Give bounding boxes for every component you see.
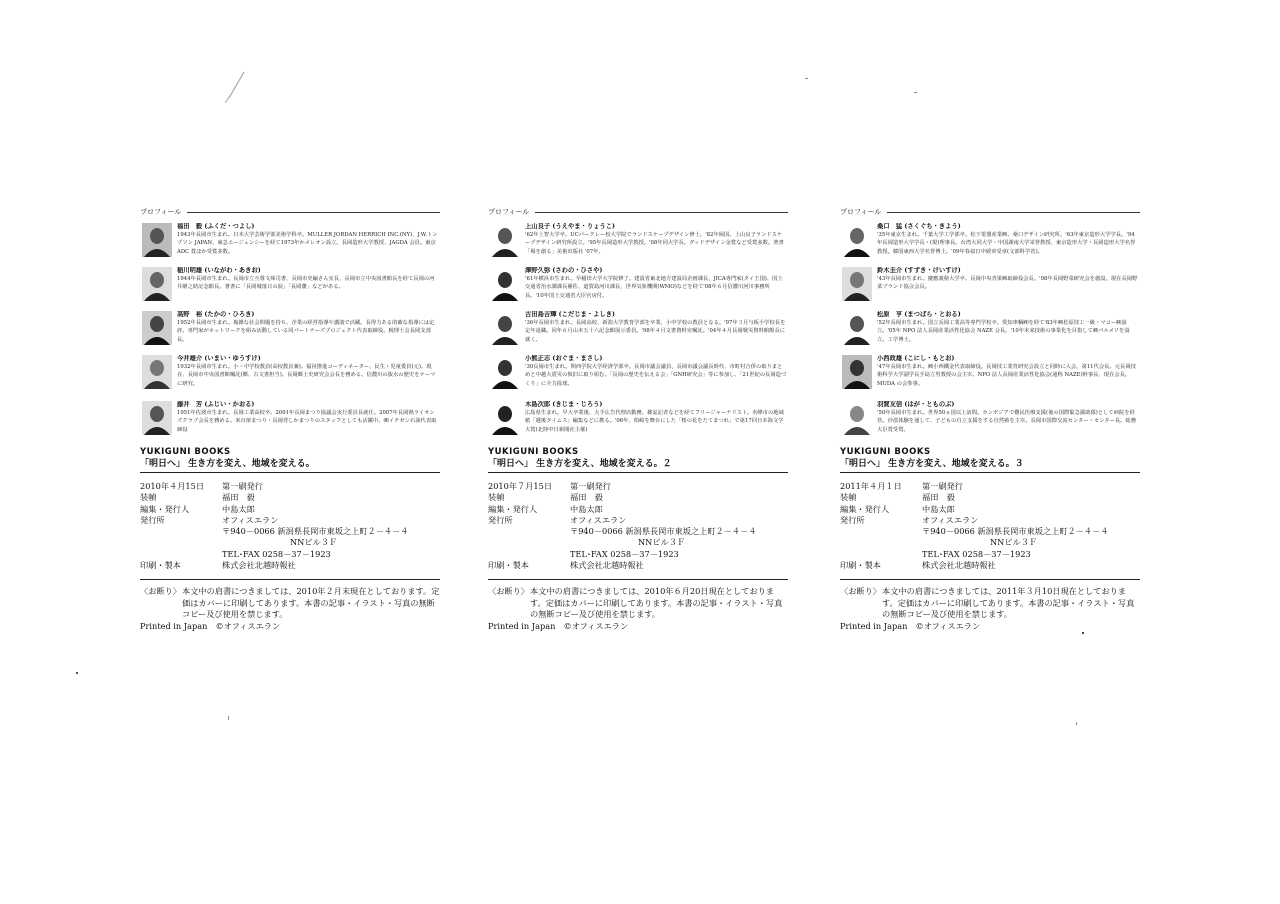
- divider: [535, 212, 788, 213]
- portrait-photo: [490, 223, 520, 257]
- notice-text: 本文中の肩書につきましては、2010年２月末現在としております。定価はカバーに印刷してあります。本書の記事・イラスト・写真の無断コピー及び使用を禁じます。: [182, 586, 440, 620]
- profile-name: 高野 裕 (たかの・ひろき): [177, 311, 255, 318]
- profile-name: 藤井 芳 (ふじい・かおる): [177, 401, 255, 408]
- publisher-tel: TEL･FAX 0258－37－1923: [570, 548, 679, 559]
- scan-mark: [914, 92, 917, 93]
- profile-bio: 1952年長岡市生まれ。複雑な社会問題を持ち、企業の経営指導や講演で活躍。長得力ある的確な指導には定評。専門家がネットワークを組み活動している同パートナーズプロジェクト代表取締役。税理士会長岡支部長。: [177, 320, 435, 343]
- publisher-label: 発行所: [140, 514, 165, 525]
- profile-header: [140, 205, 440, 219]
- editor-label: 編集・発行人: [488, 503, 538, 514]
- divider: [488, 571, 788, 580]
- notice-text: 本文中の肩書につきましては、2010年６月20日現在としております。定価はカバーに印刷してあります。本書の記事・イラスト・写真の無断コピー及び使用を禁じます。: [530, 586, 783, 620]
- printer-value: 株式会社北越時報社: [922, 560, 996, 571]
- colophon: [840, 481, 1140, 571]
- divider: [140, 571, 440, 580]
- binding-label: 装幀: [840, 492, 857, 503]
- printed-in-japan: Printed in Japan ©オフィスエラン: [140, 620, 281, 631]
- profile-bio: 1944年長岡市生まれ。長岡市立互尊文庫司書、長岡市史編さん室長、長岡市立中央図書館長を経て長岡の河井継之助記念館長。著書に「長岡城落日の涙」「長岡藩」などがある。: [177, 276, 435, 291]
- scan-mark: [76, 672, 78, 674]
- publication-date: 2011年４月１日: [840, 481, 902, 491]
- printer-label: 印刷・製本: [840, 560, 881, 571]
- binding-label: 装幀: [140, 492, 157, 503]
- notice: [140, 586, 440, 621]
- colophon: [140, 481, 440, 571]
- portrait-photo: [142, 355, 172, 389]
- profile-name: 上山良子 (うえやま・りょうこ): [525, 223, 616, 230]
- printer-label: 印刷・製本: [140, 560, 181, 571]
- portrait-photo: [142, 311, 172, 345]
- portrait-photo: [842, 311, 872, 345]
- book-title: 「明日へ」 生き方を変え、地域を変える。２: [488, 458, 788, 473]
- divider: [887, 212, 1140, 213]
- profile-bio: '30長岡市生まれ。関西学院大学経済学部卒。長岡市議会議員、長岡市議会議長時代、市町村合併の取りまとめと中越大震災の復旧に取り組む。「長岡の歴史を伝える会」「GNH研究会」等に参加し、「21世紀の長岡造づくり」に全力投球。: [525, 364, 787, 387]
- profile-bio: 1932年長岡市生まれ。小・中学校教員(高校教員兼)。福祉推進コーディネーター、民生・児童委員(元)。現在、長岡市中央図書館嘱託(郷、古文書担当)。長岡郷土史研究会会長を務める。信濃川の抜水の歴史をテーマに研究。: [177, 364, 436, 387]
- profile-bio: 1943年長岡市生まれ。日本大学芸術学部美術学科卒。MULLER JORDAN HERRICH INC.(NY)、J.W.トンプソン JAPAN、東急エージェンシーを経て1973年かメレオン設立。長岡造形大学教授、JAGDA 会員。東京 ADC 賞ほか受賞多数。: [177, 232, 438, 255]
- imprint-brand: YUKIGUNI BOOKS: [840, 447, 931, 457]
- colophon: [488, 481, 788, 571]
- profile-bio: '62年上智大学卒。UCバークレー校大学院でランドスケープデザイン修士。'82年帰国。上山良子ランドスケープデザイン研究所設立。'95年長岡造形大学教授。'08年同大学長。グッドデザイン金賞など受賞多数。著書「場を創る」美術出版社 '07年。: [525, 232, 784, 255]
- profile-label: プロフィール: [140, 208, 182, 216]
- publication-date: 2010年４月15日: [140, 481, 205, 491]
- profile-list: [840, 219, 1140, 447]
- binding-value: 福田 毅: [922, 492, 955, 503]
- profile-name: 古田島吉輝 (こだじま・よしき): [525, 311, 616, 318]
- portrait-photo: [142, 267, 172, 301]
- profile-name: 今井雄介 (いまい・ゆうすけ): [177, 355, 261, 362]
- binding-label: 装幀: [488, 492, 505, 503]
- publisher-label: 発行所: [840, 514, 865, 525]
- imprint-brand: YUKIGUNI BOOKS: [140, 447, 231, 457]
- profile-list: [488, 219, 788, 447]
- notice-label: 〈お断り〉: [488, 586, 529, 597]
- profile-name: 稲川明雄 (いながわ・あきお): [177, 267, 261, 274]
- publisher-building: NNビル３Ｆ: [638, 537, 686, 548]
- profile-label: プロフィール: [488, 208, 530, 216]
- binding-value: 福田 毅: [222, 492, 255, 503]
- profile-name: 桑口 猛 (さくぐち・きよう): [877, 223, 961, 230]
- book-title: 「明日へ」 生き方を変え、地域を変える。３: [840, 458, 1140, 473]
- profile-name: 福田 毅 (ふくだ・つよし): [177, 223, 255, 230]
- colophon-page-1: [140, 205, 440, 632]
- profile-list: [140, 219, 440, 447]
- notice-label: 〈お断り〉: [840, 586, 881, 597]
- profile-bio: 1951年佐渡市生まれ。長岡工業高校卒。2001年長岡まつり協議会実行委員長就任。2007年長岡熱ライオンズクラブ会長を務める。米百俵まつり・長岡背しかまつりのスタッフとしても活躍中。㈱イチゼン石油代表取締役: [177, 410, 437, 433]
- profile-bio: '43年長岡市生まれ。慶應義塾大学卒。長岡中央青果㈱取締役会長。'98年長岡野菜研究会を創設。現在長岡野菜ブランド協会会長。: [877, 276, 1138, 291]
- profile-bio: '47年長岡市生まれ。㈱小西鐵金代表取締役。長岡技工業育研究会設立と同時に入会、第11代会長。元長岡技術科学大学副学長手島立男教授の会主宰。NPO 法人長岡産業活性化協会(通称 NAZE)幹事長、現在会長。MUDA の会参事。: [877, 364, 1136, 387]
- scan-mark: [805, 78, 808, 79]
- portrait-photo: [842, 355, 872, 389]
- profile-label: プロフィール: [840, 208, 882, 216]
- edition: 第一刷発行: [222, 481, 263, 491]
- profile-bio: 広島県生まれ。早大卒業後、大手広告代理店勤務。雑誌記者などを経てフリージャーナリスト。名峰市の地域紙「越後タイムス」編集などに携る。'06年、柏崎を舞台にした「桜の花をたてまつれ」で第17回日本海文学大賞(北陸中日新聞社主催): [525, 410, 784, 433]
- profile-name: 小西政雄 (こにし・もとお): [877, 355, 955, 362]
- profile-name: 松原 亨 (まつばら・とおる): [877, 311, 961, 318]
- publisher-value: オフィスエラン: [922, 514, 979, 525]
- scan-mark: [225, 93, 233, 103]
- profile-bio: '35年東京生まれ。千葉大学工学部卒。松下電器産業㈱、桑口デザイン研究所。'63年東京造形大学学長。'94年長岡造形大学学長・(現)理事長。台湾大同大学・中国湖南大学栄誉教授、東京造形大学・長岡造形大学名誉教授。韓国東西大学名誉博士。'09年春叙日中綬章受章(文部科学省)。: [877, 232, 1136, 255]
- profile-header: [488, 205, 788, 219]
- profile-bio: '52年長岡市生まれ。国立長岡工業高等専門学校卒。愛知車輌㈱を経て'83年㈱松原技工一級・マコー㈱設立。'05年 NPO 法人長岡産業活性化協会 NAZE 会長。'10年未来技術の事業化を目指して㈱パルメソを設立。工学博士。: [877, 320, 1130, 343]
- notice-label: 〈お断り〉: [140, 586, 181, 597]
- book-title: 「明日へ」 生き方を変え、地域を変える。: [140, 458, 440, 473]
- colophon-page-2: [488, 205, 788, 632]
- profile-bio: '36年長岡市生まれ。長岡高校、新潟大学教育学部を卒業、小中学校の教員となる。'97年３月与板小学校長を定年退職。同年６月山本五十六記念館展示委員。'98年４月文書資料室嘱託。'04年４月長岡戦災資料館館長に就く。: [525, 320, 786, 343]
- profile-bio: '61年横浜市生まれ。早稲田大学大学院修了。建設省東北地方建設局企画課長、JICA専門家(タイ王国)、国土交通省治水課課長補佐、道賀島河川課長、世界気象機関(WMO)などを経て'08年６月信濃川河川事務所長。'10年国土交通省大臣官房付。: [525, 276, 783, 299]
- notice: [840, 586, 1140, 621]
- publisher-value: オフィスエラン: [222, 514, 279, 525]
- portrait-photo: [842, 267, 872, 301]
- portrait-photo: [842, 401, 872, 435]
- editor-value: 中島太郎: [922, 503, 955, 514]
- colophon-page-3: [840, 205, 1140, 632]
- publisher-tel: TEL･FAX 0258－37－1923: [222, 548, 331, 559]
- publisher-building: NNビル３Ｆ: [290, 537, 338, 548]
- publisher-address: 〒940－0066 新潟県長岡市東坂之上町２－４－４: [922, 526, 1109, 537]
- editor-value: 中島太郎: [570, 503, 603, 514]
- printer-value: 株式会社北越時報社: [222, 560, 296, 571]
- publisher-tel: TEL･FAX 0258－37－1923: [922, 548, 1031, 559]
- divider: [187, 212, 440, 213]
- portrait-photo: [142, 401, 172, 435]
- notice: [488, 586, 788, 621]
- publisher-address: 〒940－0066 新潟県長岡市東坂之上町２－４－４: [222, 526, 409, 537]
- profile-name: 小熊正志 (おぐま・まさし): [525, 355, 603, 362]
- edition: 第一刷発行: [570, 481, 611, 491]
- profile-bio: '50年長岡市生まれ。世界50ヵ国以上訪問。カンボジアで難民医療支援(後の国際緊急援助隊)として病院を経営。沙漠体験を通して、子どもの自立支援をする自然塾を主宰。長岡市国際交流センター・センター長。総務大臣賞受賞。: [877, 410, 1137, 433]
- edition: 第一刷発行: [922, 481, 963, 491]
- publisher-value: オフィスエラン: [570, 514, 627, 525]
- binding-value: 福田 毅: [570, 492, 603, 503]
- profile-name: 羽賀友信 (はが・とものぶ): [877, 401, 955, 408]
- editor-label: 編集・発行人: [140, 503, 190, 514]
- printer-value: 株式会社北越時報社: [570, 560, 644, 571]
- scan-mark: [228, 716, 229, 720]
- profile-name: 澤野久弥 (さわの・ひさや): [525, 267, 603, 274]
- profile-header: [840, 205, 1140, 219]
- profile-name: 木島次郎 (きじま・じろう): [525, 401, 603, 408]
- profile-name: 鈴木圭介 (すずき・けいすけ): [877, 267, 961, 274]
- portrait-photo: [142, 223, 172, 257]
- portrait-photo: [490, 311, 520, 345]
- divider: [840, 571, 1140, 580]
- printed-in-japan: Printed in Japan ©オフィスエラン: [488, 620, 629, 631]
- editor-label: 編集・発行人: [840, 503, 890, 514]
- notice-text: 本文中の肩書につきましては、2011年３月10日現在としております。定価はカバーに印刷してあります。本書の記事・イラスト・写真の無断コピー及び使用を禁じます。: [882, 586, 1135, 620]
- editor-value: 中島太郎: [222, 503, 255, 514]
- publisher-address: 〒940－0066 新潟県長岡市東坂之上町２－４－４: [570, 526, 757, 537]
- printed-in-japan: Printed in Japan ©オフィスエラン: [840, 620, 981, 631]
- printer-label: 印刷・製本: [488, 560, 529, 571]
- publication-date: 2010年７月15日: [488, 481, 553, 491]
- portrait-photo: [490, 355, 520, 389]
- portrait-photo: [490, 267, 520, 301]
- portrait-photo: [842, 223, 872, 257]
- scan-mark: [1076, 722, 1077, 725]
- publisher-label: 発行所: [488, 514, 513, 525]
- portrait-photo: [490, 401, 520, 435]
- publisher-building: NNビル３Ｆ: [990, 537, 1038, 548]
- imprint-brand: YUKIGUNI BOOKS: [488, 447, 579, 457]
